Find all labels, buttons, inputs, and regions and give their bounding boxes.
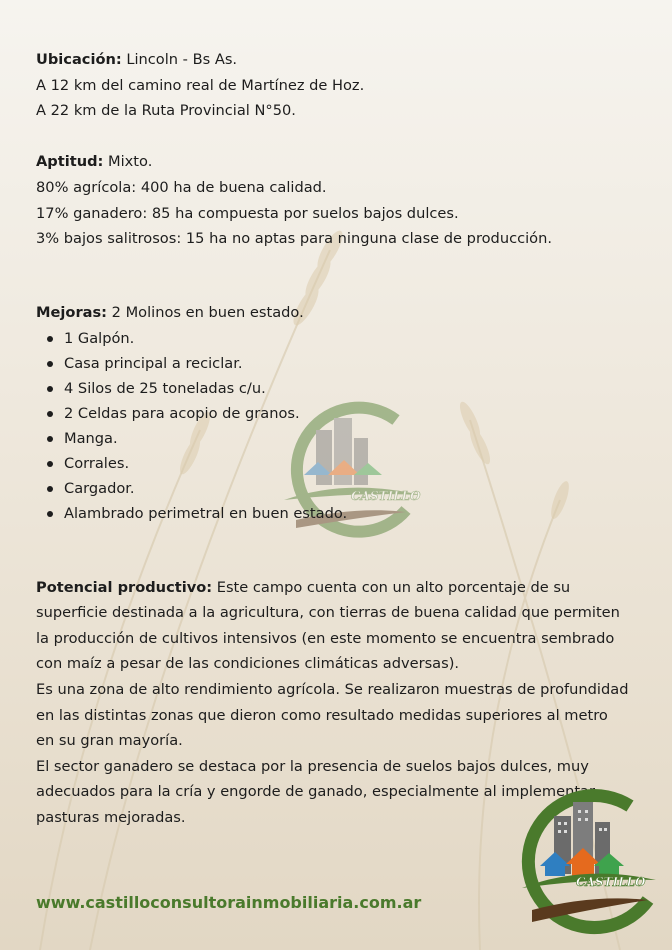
potencial-text: con maíz a pesar de las condiciones climáticas adversas).	[36, 655, 460, 673]
castillo-logo-icon	[508, 788, 658, 938]
potencial-text: en las distintas zonas que dieron como resultado medidas superiores al metro	[36, 706, 608, 724]
potencial-text: Este campo cuenta con un alto porcentaje de su	[212, 578, 571, 596]
list-item: Manga.	[64, 426, 646, 451]
mejoras-label: Mejoras:	[36, 304, 108, 322]
list-item: Corrales.	[64, 451, 646, 476]
website-link[interactable]: www.castilloconsultorainmobiliaria.com.ar	[36, 893, 422, 912]
property-description	[36, 47, 646, 830]
potencial-text: El sector ganadero se destaca por la presencia de suelos bajos dulces, muy	[36, 757, 589, 775]
potencial-text: pasturas mejoradas.	[36, 808, 186, 826]
list-item: 4 Silos de 25 toneladas c/u.	[64, 376, 646, 401]
svg-text:CASTILLO: CASTILLO	[351, 489, 421, 503]
aptitud-line	[36, 149, 646, 175]
potencial-label: Potencial productivo:	[36, 578, 213, 596]
potencial-line	[36, 575, 646, 601]
mejoras-list	[36, 326, 646, 526]
ubicacion-value: Lincoln - Bs As.	[121, 51, 238, 68]
aptitud-detail: 17% ganadero: 85 ha compuesta por suelos bajos dulces.	[36, 204, 459, 222]
svg-text:CASTILLO: CASTILLO	[576, 875, 646, 889]
mejoras-line	[36, 300, 646, 326]
list-item: Casa principal a reciclar.	[64, 351, 646, 376]
mejoras-value: 2 Molinos en buen estado.	[107, 304, 304, 322]
aptitud-detail: 80% agrícola: 400 ha de buena calidad.	[36, 178, 327, 196]
potencial-text: adecuados para la cría y engorde de ganado, especialmente al implementar	[36, 783, 595, 801]
list-item: 2 Celdas para acopio de granos.	[64, 401, 646, 426]
potencial-text: la producción de cultivos intensivos (en este momento se encuentra sembrado	[36, 629, 615, 647]
potencial-text: Es una zona de alto rendimiento agrícola. Se realizaron muestras de profundidad	[36, 680, 629, 698]
ubicacion-label: Ubicación:	[36, 51, 122, 68]
ubicacion-line	[36, 47, 646, 73]
ubicacion-detail: A 22 km de la Ruta Provincial N°50.	[36, 102, 296, 120]
aptitud-value: Mixto.	[103, 153, 153, 171]
ubicacion-detail: A 12 km del camino real de Martínez de Hoz.	[36, 76, 365, 94]
aptitud-detail: 3% bajos salitrosos: 15 ha no aptas para ninguna clase de producción.	[36, 230, 552, 248]
potencial-text: superficie destinada a la agricultura, con tierras de buena calidad que permiten	[36, 604, 620, 622]
aptitud-label: Aptitud:	[36, 153, 104, 171]
list-item: Cargador.	[64, 476, 646, 501]
list-item: Alambrado perimetral en buen estado.	[64, 501, 646, 526]
list-item: 1 Galpón.	[64, 326, 646, 351]
potencial-text: en su gran mayoría.	[36, 732, 183, 750]
